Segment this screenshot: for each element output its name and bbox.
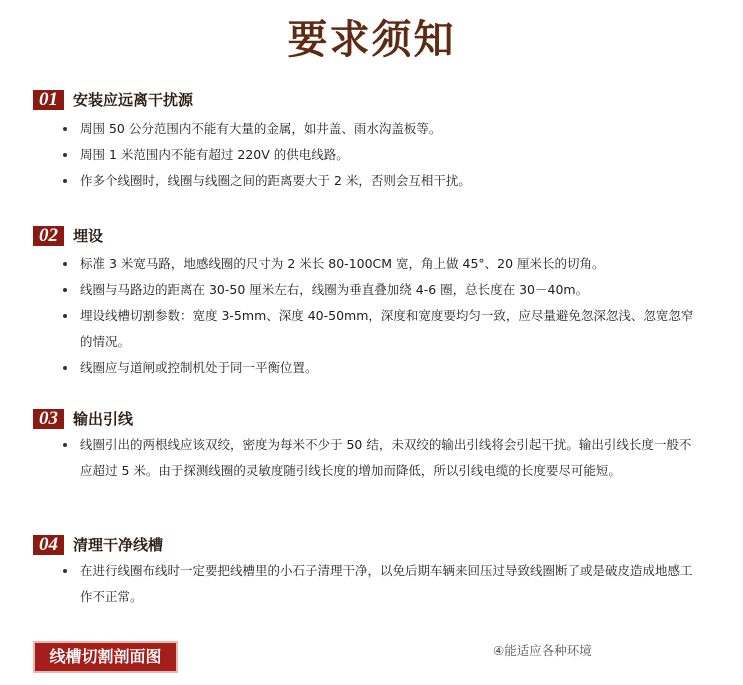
bullet-item: 线圈应与道闸或控制机处于同一平衡位置。 <box>33 355 702 381</box>
bullet-item: 周围 1 米范围内不能有超过 220V 的供电线路。 <box>33 142 702 168</box>
section-header <box>33 408 713 430</box>
bullet-item: 埋设线槽切割参数：宽度 3-5mm、深度 40-50mm，深度和宽度要均匀一致，应尽量避免忽深忽浅、忽宽忽窄的情况。 <box>33 303 702 355</box>
bullet-list <box>33 432 713 484</box>
bullet-item: 标准 3 米宽马路，地感线圈的尺寸为 2 米长 80-100CM 宽，角上做 45°、20 厘米长的切角。 <box>33 251 702 277</box>
bullet-item: 线圈与马路边的距离在 30-50 厘米左右，线圈为垂直叠加绕 4-6 圈，总长度在 30－40m。 <box>33 277 702 303</box>
section-title: 安装应远离干扰源 <box>73 91 194 109</box>
bullet-list <box>33 251 713 381</box>
bullet-item: 作多个线圈时，线圈与线圈之间的距离要大于 2 米，否则会互相干扰。 <box>33 168 702 194</box>
section-title: 埋设 <box>73 227 104 245</box>
section-01 <box>33 89 713 194</box>
section-header <box>33 534 713 556</box>
section-header <box>33 225 713 247</box>
section-header <box>33 89 713 111</box>
section-number-badge: 01 <box>33 90 64 110</box>
bullet-list <box>33 116 713 194</box>
bullet-list <box>33 558 713 610</box>
image-caption: ④能适应各种环境 <box>493 643 592 658</box>
section-title: 输出引线 <box>73 410 134 428</box>
section-number-badge: 02 <box>33 226 64 246</box>
bullet-item: 在进行线圈布线时一定要把线槽里的小石子清理干净，以免后期车辆来回压过导致线圈断了或是破皮造成地感工作不正常。 <box>33 558 702 610</box>
section-title: 清理干净线槽 <box>73 536 164 554</box>
bullet-item: 周围 50 公分范围内不能有大量的金属，如井盖、雨水沟盖板等。 <box>33 116 702 142</box>
section-tag-banner: 线槽切割剖面图 <box>33 641 178 673</box>
section-04 <box>33 534 713 610</box>
section-number-badge: 04 <box>33 535 64 555</box>
section-number-badge: 03 <box>33 409 64 429</box>
bullet-item: 线圈引出的两根线应该双绞，密度为每米不少于 50 结，未双绞的输出引线将会引起干扰。输出引线长度一般不应超过 5 米。由于探测线圈的灵敏度随引线长度的增加而降低，所以引线电缆的长度要尽可能短。 <box>33 432 702 484</box>
section-02 <box>33 225 713 381</box>
page-title: 要求须知 <box>287 17 456 63</box>
section-03 <box>33 408 713 484</box>
